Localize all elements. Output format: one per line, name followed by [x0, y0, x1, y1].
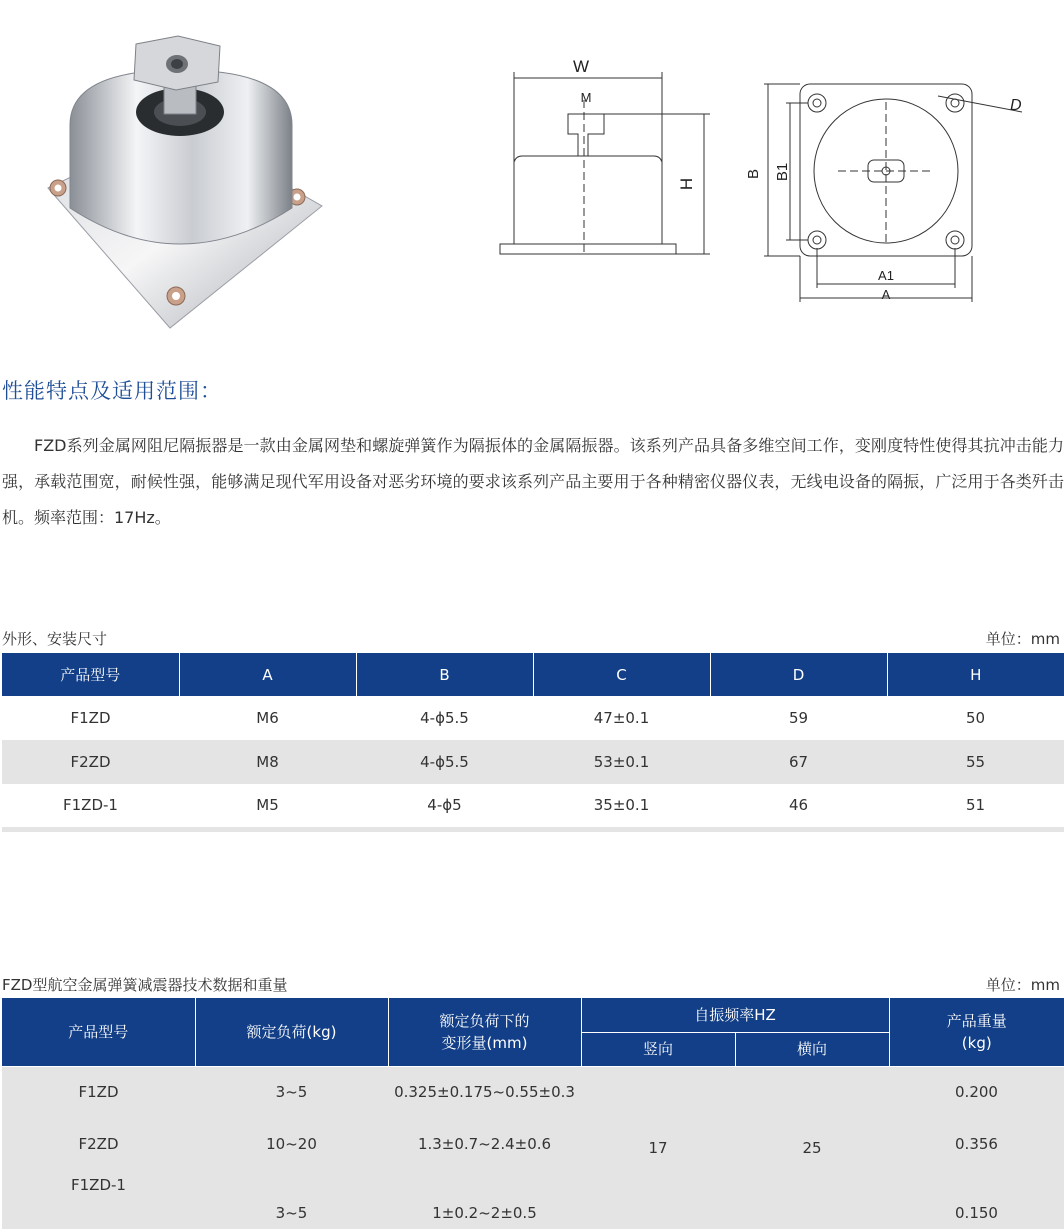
tech-data-table: [2, 998, 1064, 1229]
table-cell: M8: [179, 740, 356, 784]
dimensions-table: [2, 653, 1064, 832]
table-cell: 59: [788, 709, 809, 727]
dim-label-a: A: [881, 287, 891, 302]
dim-label-m: M: [580, 90, 592, 105]
tech-unit: 单位：mm: [985, 976, 1060, 994]
table-cell: 0.356: [889, 1118, 1064, 1170]
horizontal-frequency-cell: 25: [735, 1066, 889, 1229]
dim-label-a1: A1: [878, 268, 894, 283]
header-deform-line2: 变形量(mm): [441, 1033, 528, 1052]
table-cell: 0.200: [889, 1066, 1064, 1118]
table-cell: M6: [256, 709, 279, 727]
table-row: [2, 1118, 1064, 1170]
table-cell: 51: [887, 784, 1064, 829]
dimensions-unit: 单位：mm: [985, 630, 1060, 648]
table-cell: 4-ϕ5.5: [356, 740, 533, 784]
table-row: [2, 784, 1064, 829]
table-row: [2, 1066, 1064, 1118]
table-cell: 3~5: [195, 1066, 388, 1118]
header-horizontal: 横向: [735, 1032, 889, 1066]
table-cell: 4-ϕ5.5: [420, 709, 469, 727]
header-cell: H: [887, 653, 1064, 696]
header-frequency: 自振频率HZ: [581, 998, 889, 1032]
tech-caption: FZD型航空金属弹簧减震器技术数据和重量: [2, 976, 288, 994]
header-cell: 产品型号: [2, 653, 179, 696]
table-cell: 46: [710, 784, 887, 829]
table-cell: F1ZD-1: [2, 1170, 195, 1229]
header-weight-line2: (kg): [961, 1033, 992, 1052]
table-cell: 1±0.2~2±0.5: [388, 1170, 581, 1229]
table-cell: 50: [965, 709, 986, 727]
dim-label-b: B: [745, 168, 762, 180]
dim-label-h: H: [677, 177, 696, 191]
dimensions-caption: 外形、安装尺寸: [2, 630, 108, 648]
table-cell: F2ZD: [2, 740, 179, 784]
table-cell: 10~20: [195, 1118, 388, 1170]
header-cell: B: [356, 653, 533, 696]
product-photo: [30, 30, 330, 340]
table-cell: 47±0.1: [593, 709, 650, 727]
dim-label-w: W: [572, 57, 590, 76]
table-cell: 0.150: [889, 1170, 1064, 1229]
table-header-row: [2, 653, 1064, 696]
table-cell: 53±0.1: [533, 740, 710, 784]
top-view-drawing: [742, 76, 1032, 308]
dim-label-d: D: [1010, 97, 1022, 114]
table-cell: 4-ϕ5: [356, 784, 533, 829]
features-paragraph: [2, 428, 1064, 536]
header-weight-line1: 产品重量: [946, 1011, 1007, 1030]
table-cell: F1ZD-1: [2, 784, 179, 829]
header-weight: [889, 998, 1064, 1066]
vertical-frequency-cell: 17: [581, 1066, 735, 1229]
table-cell: M5: [179, 784, 356, 829]
table-cell: F1ZD: [2, 1066, 195, 1118]
table-cell: 1.3±0.7~2.4±0.6: [388, 1118, 581, 1170]
table-cell: 35±0.1: [533, 784, 710, 829]
table-row: [2, 740, 1064, 784]
table-header-row: [2, 998, 1064, 1032]
header-deform-line1: 额定负荷下的: [439, 1011, 530, 1030]
table-cell: 67: [710, 740, 887, 784]
table-cell: F1ZD: [70, 709, 111, 727]
header-cell: D: [710, 653, 887, 696]
header-vertical: 竖向: [581, 1032, 735, 1066]
side-view-drawing: [496, 52, 716, 262]
table-cell: 3~5: [195, 1170, 388, 1229]
dim-label-b1: B1: [774, 162, 791, 182]
table-row: [2, 696, 1064, 740]
header-load: 额定负荷(kg): [195, 998, 388, 1066]
features-text: FZD系列金属网阻尼隔振器是一款由金属网垫和螺旋弹簧作为隔振体的金属隔振器。该系列产品具备多维空间工作，变刚度特性使得其抗冲击能力强，承载范围宽，耐候性强，能够满足现代军用设备对恶劣环境的要求该系列产品主要用于各种精密仪器仪表，无线电设备的隔振，广泛用于各类歼击机。频率范围：17Hz。: [2, 436, 1064, 527]
table-cell: 55: [887, 740, 1064, 784]
header-model: 产品型号: [2, 998, 195, 1066]
table-cell: 0.325±0.175~0.55±0.3: [388, 1066, 581, 1118]
header-cell: C: [533, 653, 710, 696]
header-cell: A: [179, 653, 356, 696]
table-cell: F2ZD: [2, 1118, 195, 1170]
section-title-features: 性能特点及适用范围：: [2, 379, 222, 403]
header-deform: [388, 998, 581, 1066]
table-row: [2, 1170, 1064, 1229]
